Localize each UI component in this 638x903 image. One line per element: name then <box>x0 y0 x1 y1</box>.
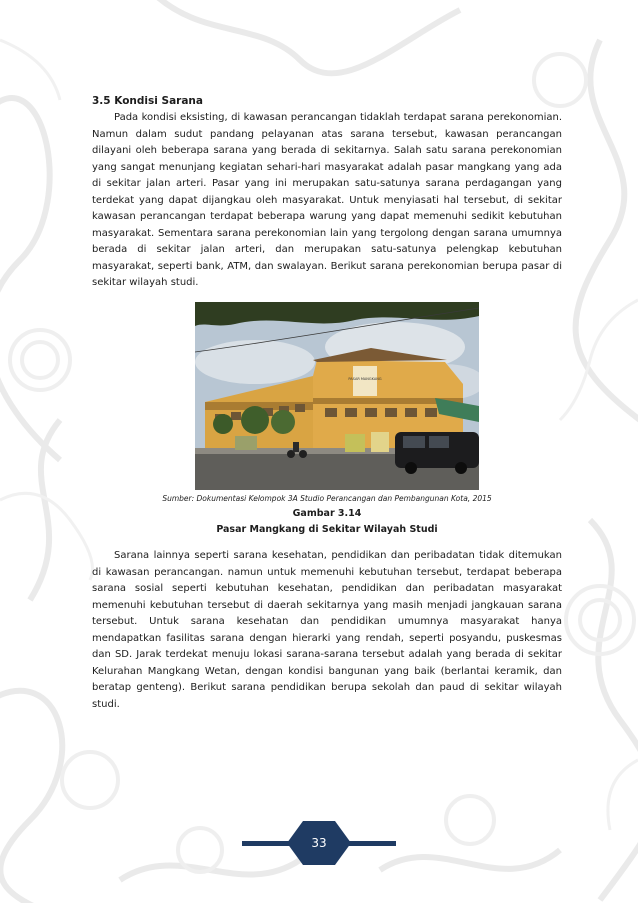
section-heading: 3.5 Kondisi Sarana <box>92 95 203 107</box>
paragraph-1: Pada kondisi eksisting, di kawasan perancangan tidaklah terdapat sarana perekonomian. Namun dalam sudut pandang pelayanan atas sarana tersebut, kawasan perancangan dilayani oleh beberapa sarana yang berada di sekitarnya. Salah satu sarana perekonomian yang sangat menunjang kegiatan sehari-hari masyarakat adalah pasar mangkang yang ada di sekitar jalan arteri. Pasar yang ini merupakan satu-satunya sarana perdagangan yang terdekat yang dapat dijangkau oleh masyarakat. Untuk menyiasati hal tersebut, di sekitar kawasan perancangan terdapat beberapa warung yang dapat memenuhi sedikit kebutuhan masyarakat. Sementara sarana perekonomian lain yang tergolong dengan sarana umumnya berada di sekitar jalan arteri, dan merupakan satu-satunya pelengkap kebutuhan masyarakat, seperti bank, ATM, dan swalayan. Berikut sarana perekonomian berupa pasar di sekitar wilayah studi. <box>92 112 562 288</box>
figure-number: Gambar 3.14 <box>292 508 362 519</box>
section-sarana-lainnya <box>92 548 562 713</box>
figure-source: Sumber: Dokumentasi Kelompok 3A Studio Perancangan dan Pembangunan Kota, 2015 <box>162 494 492 503</box>
page-number: 33 <box>311 836 327 850</box>
figure-title: Pasar Mangkang di Sekitar Wilayah Studi <box>216 524 438 535</box>
figure-photo-pasar-mangkang <box>195 302 479 490</box>
paragraph-2: Sarana lainnya seperti sarana kesehatan, pendidikan dan peribadatan tidak ditemukan di kawasan perancangan. namun untuk memenuhi kebutuhan tersebut, terdapat beberapa sarana sosial seperti kebutuhan kesehatan, pendidikan dan peribadatan masyarakat memenuhi kebutuhan tersebut di daerah sekitarnya yang masih menjadi jangkauan sarana tersebut. Untuk sarana kesehatan dan pendidikan umumnya masyarakat hanya mendapatkan fasilitas sarana dengan hierarki yang rendah, seperti posyandu, puskesmas dan SD. Jarak terdekat menuju lokasi sarana-sarana tersebut adalah yang berada di sekitar Kelurahan Mangkang Wetan, dengan kondisi bangunan yang baik (berlantai keramik, dan beratap genteng). Berikut sarana pendidikan berupa sekolah dan paud di sekitar wilayah studi. <box>92 550 562 710</box>
section-kondisi-sarana <box>92 94 562 292</box>
market-sign-text: PASAR MANGKANG <box>348 377 382 381</box>
